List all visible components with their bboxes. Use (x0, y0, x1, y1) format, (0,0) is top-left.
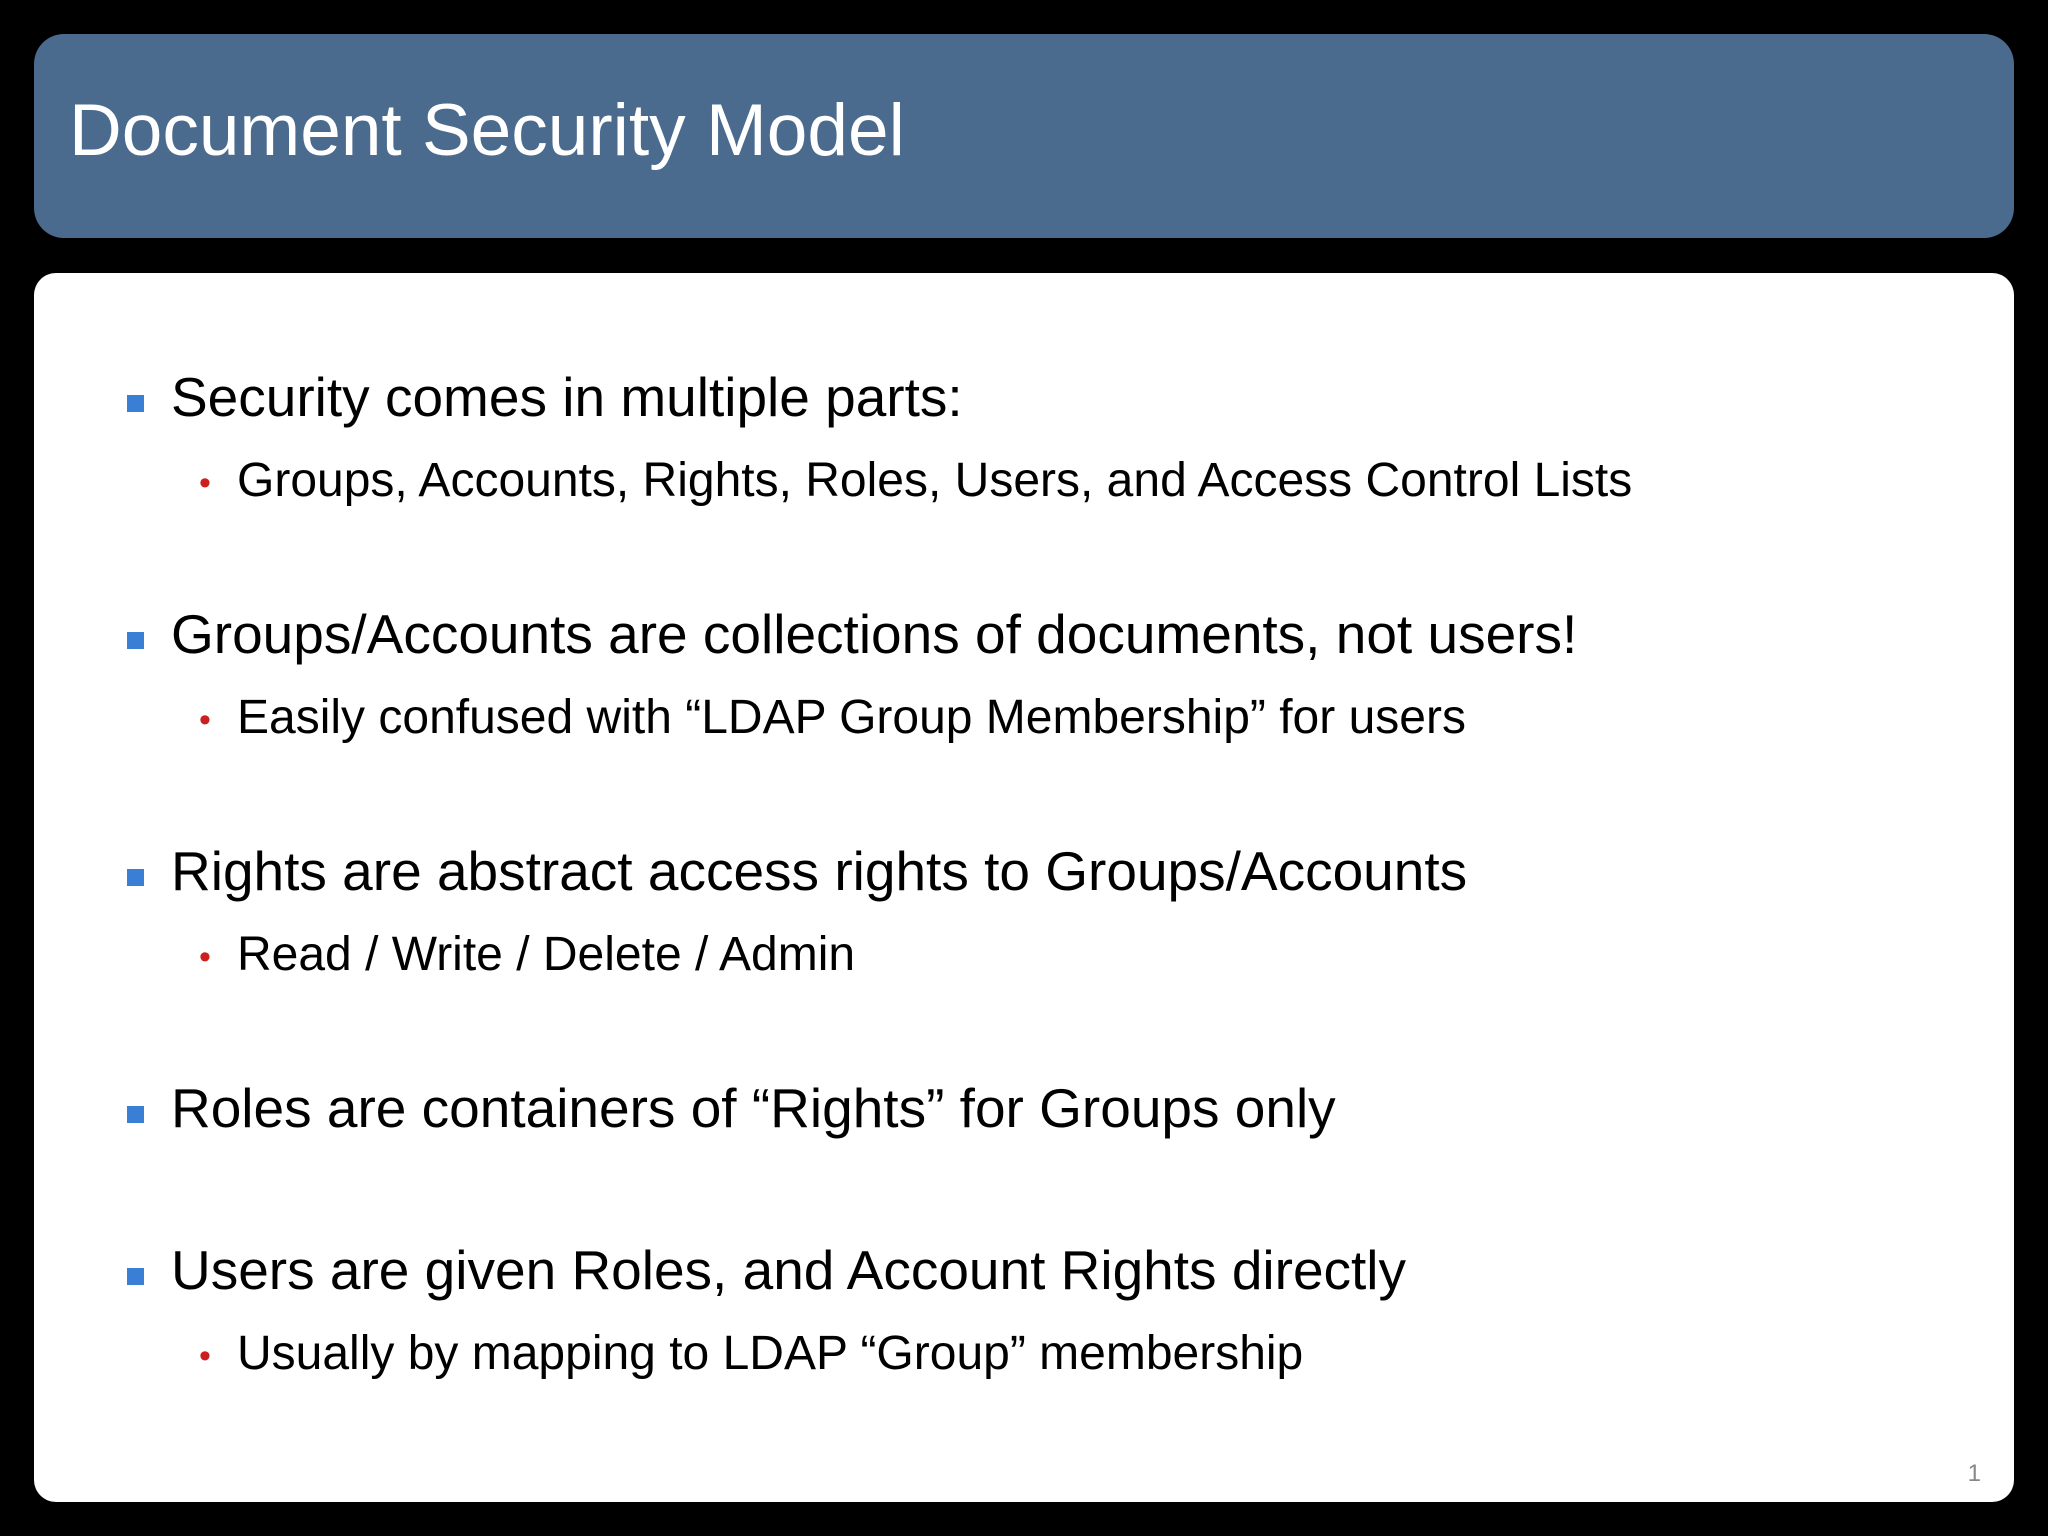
red-dot-icon: • (199, 938, 211, 976)
bullet-text: Roles are containers of “Rights” for Groups only (171, 1077, 1336, 1139)
blue-square-icon (127, 1106, 144, 1123)
title-bar (34, 34, 2014, 238)
sub-bullet-item (34, 1327, 2014, 1390)
sub-bullet-text: Groups, Accounts, Rights, Roles, Users, and Access Control Lists (237, 454, 1633, 507)
bullet-item (34, 840, 2014, 904)
bullet-item (34, 366, 2014, 430)
red-dot-icon: • (199, 701, 211, 739)
blue-square-icon (127, 632, 144, 649)
bullet-item (34, 603, 2014, 667)
sub-bullet-item (34, 454, 2014, 517)
sub-bullet-text: Usually by mapping to LDAP “Group” membership (237, 1327, 1304, 1380)
blue-square-icon (127, 395, 144, 412)
bullet-text: Security comes in multiple parts: (171, 366, 963, 428)
sub-bullet-text: Read / Write / Delete / Admin (237, 928, 856, 981)
red-dot-icon: • (199, 1337, 211, 1375)
bullet-text: Groups/Accounts are collections of documents, not users! (171, 603, 1578, 665)
blue-square-icon (127, 869, 144, 886)
bullet-text: Users are given Roles, and Account Rights directly (171, 1239, 1407, 1301)
blue-square-icon (127, 1268, 144, 1285)
content-panel (34, 273, 2014, 1502)
sub-bullet-item (34, 691, 2014, 754)
bullet-item (34, 1077, 2014, 1141)
bullet-text: Rights are abstract access rights to Groups/Accounts (171, 840, 1468, 902)
red-dot-icon: • (199, 464, 211, 502)
page-number: 1 (1967, 1460, 1981, 1487)
slide-title: Document Security Model (69, 90, 905, 171)
sub-bullet-text: Easily confused with “LDAP Group Membership” for users (237, 691, 1466, 744)
sub-bullet-item (34, 928, 2014, 991)
bullet-item (34, 1239, 2014, 1303)
